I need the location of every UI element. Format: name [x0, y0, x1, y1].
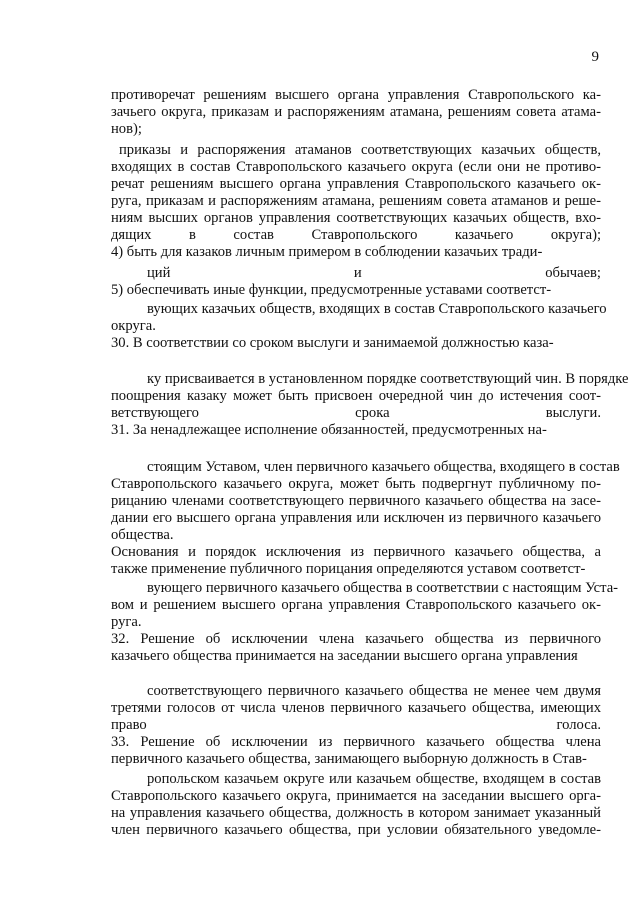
- page-number: 9: [591, 49, 599, 65]
- text-line: ропольском казачьем округе или казачьем обществе, входящем в состав: [147, 771, 601, 787]
- text-line: зачьего округа, приказам и распоряжениям атамана, решениям совета атама-: [111, 104, 601, 120]
- text-line: входящих в состав Ставропольского казачьего округа (если они не противо-: [111, 159, 601, 175]
- text-line: общества.: [111, 527, 174, 543]
- text-line: руга.: [111, 614, 142, 630]
- text-line: рицанию членами соответствующего первичного казачьего общества на засе-: [111, 493, 601, 509]
- text-line: стоящим Уставом, член первичного казачьего общества, входящего в состав: [147, 459, 620, 475]
- text-line: округа.: [111, 318, 156, 334]
- text-line: вом и решением высшего органа управления Ставропольского казачьего ок-: [111, 597, 601, 613]
- text-line: право голоса.: [111, 717, 601, 733]
- text-line: Ставропольского казачьего округа, принимается на заседании высшего орга-: [111, 788, 601, 804]
- text-line: член первичного казачьего общества, при условии обязательного уведомле-: [111, 822, 601, 838]
- text-line: нов);: [111, 121, 142, 137]
- text-line: 4) быть для казаков личным примером в соблюдении казачьих тради-: [111, 244, 543, 260]
- text-line: дании его высшего органа управления или исключен из первичного казачьего: [111, 510, 601, 526]
- text-line: 32. Решение об исключении члена казачьего общества из первичного: [111, 631, 601, 647]
- text-line: противоречат решениям высшего органа управления Ставропольского ка-: [111, 87, 601, 103]
- text-line: Основания и порядок исключения из первичного казачьего общества, а: [111, 544, 601, 560]
- text-line: также применение публичного порицания определяются уставом соответст-: [111, 561, 586, 577]
- text-line: ветствующего срока выслуги.: [111, 405, 601, 421]
- text-line: 5) обеспечивать иные функции, предусмотренные уставами соответст-: [111, 282, 552, 298]
- text-line: ку присваивается в установленном порядке соответствующий чин. В порядке: [147, 371, 629, 387]
- text-line: поощрения казаку может быть присвоен очередной чин до истечения соот-: [111, 388, 601, 404]
- text-line: 33. Решение об исключении из первичного казачьего общества члена: [111, 734, 601, 750]
- text-line: соответствующего первичного казачьего общества не менее чем двумя: [147, 683, 601, 699]
- text-line: вующих казачьих обществ, входящих в состав Ставропольского казачьего: [147, 301, 607, 317]
- text-line: дящих в состав Ставропольского казачьего округа);: [111, 227, 601, 243]
- text-line: третями голосов от числа членов первичного казачьего общества, имеющих: [111, 700, 601, 716]
- text-line: Ставропольского казачьего округа, может быть подвергнут публичному по-: [111, 476, 601, 492]
- text-line: первичного казачьего общества, занимающего выборную должность в Став-: [111, 751, 587, 767]
- text-line: на управления казачьего общества, должность в котором занимает указанный: [111, 805, 601, 821]
- text-line: 30. В соответствии со сроком выслуги и занимаемой должностью каза-: [111, 335, 554, 351]
- text-line: ниям высших органов управления соответствующих казачьих обществ, вхо-: [111, 210, 601, 226]
- text-line: речат решениям высшего органа управления Ставропольского казачьего ок-: [111, 176, 601, 192]
- text-line: казачьего общества принимается на заседании высшего органа управления: [111, 648, 578, 664]
- text-line: вующего первичного казачьего общества в соответствии с настоящим Уста-: [147, 580, 619, 596]
- text-line: 31. За ненадлежащее исполнение обязанностей, предусмотренных на-: [111, 422, 547, 438]
- text-line: руга, приказам и распоряжениям атамана, решениям совета атаманов и реше-: [111, 193, 601, 209]
- text-line: ций и обычаев;: [147, 265, 601, 281]
- text-line: приказы и распоряжения атаманов соответствующих казачьих обществ,: [119, 142, 601, 158]
